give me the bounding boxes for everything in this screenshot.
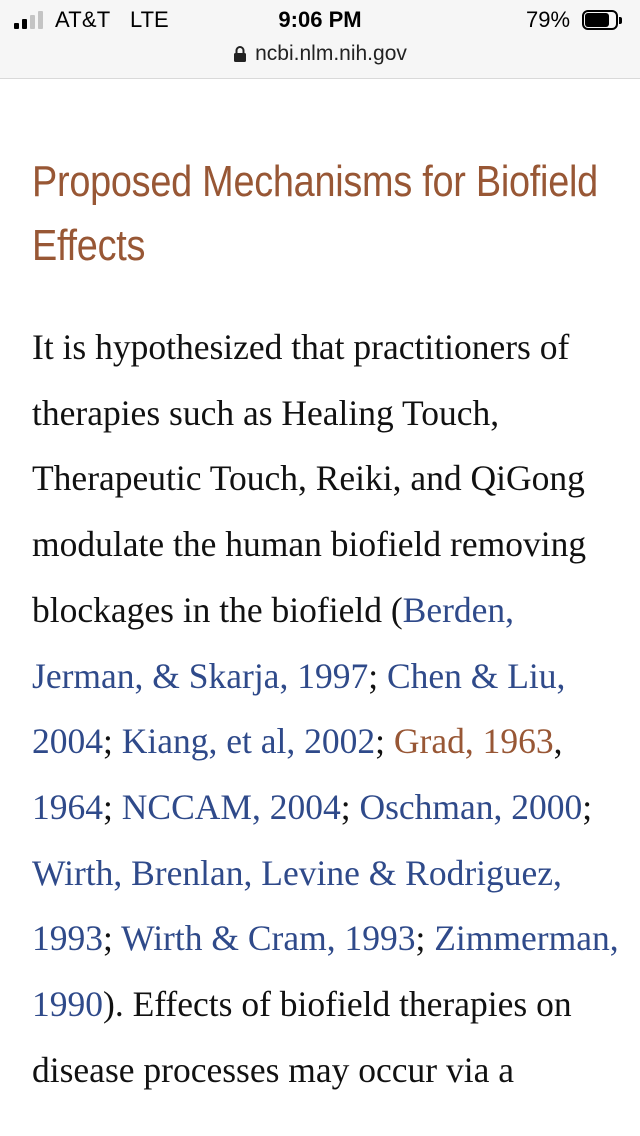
paragraph-outro: ). Effects of biofield therapies on disease processes may occur via a (32, 984, 572, 1090)
separator: ; (415, 918, 435, 959)
reference-link-grad-1963[interactable]: Grad, 1963 (393, 721, 554, 762)
reference-link-wirth-cram-1993[interactable]: Wirth & Cram, 1993 (121, 918, 416, 959)
reference-link-oschman-2000[interactable]: Oschman, 2000 (359, 786, 583, 827)
reference-link-berden-1997[interactable]: Berden, Jerman, & Skarja, 1997 (32, 589, 515, 696)
separator: ; (103, 786, 122, 827)
status-bar (0, 0, 640, 40)
reference-link-nccam-2004[interactable]: NCCAM, 2004 (121, 786, 341, 827)
separator: ; (582, 786, 593, 827)
section-heading: Proposed Mechanisms for Biofield Effects (32, 157, 598, 270)
article-paragraph (32, 315, 622, 1103)
url-text[interactable]: ncbi.nlm.nih.gov (255, 42, 407, 65)
reference-link-chen-2004[interactable]: Chen & Liu, 2004 (32, 655, 566, 762)
reference-link-zimmerman-1990[interactable]: Zimmerman, 1990 (32, 918, 619, 1025)
address-bar[interactable] (0, 40, 640, 79)
status-time: 9:06 PM (278, 7, 362, 32)
battery-percent: 79% (526, 7, 571, 32)
separator: ; (103, 918, 122, 959)
separator: , (553, 721, 563, 762)
network-type: LTE (130, 7, 169, 32)
reference-link-grad-1964[interactable]: 1964 (32, 786, 103, 827)
separator: ; (368, 655, 387, 696)
carrier-name: AT&T (55, 7, 111, 32)
reference-link-kiang-2002[interactable]: Kiang, et al, 2002 (121, 721, 376, 762)
paragraph-intro: It is hypothesized that practitioners of therapies such as Healing Touch, Therapeutic Touch, Reiki, and QiGong modulate the human biofield removing blockages in the biofield ( (32, 327, 587, 630)
separator: ; (340, 786, 360, 827)
reference-link-wirth-1993[interactable]: Wirth, Brenlan, Levine & Rodriguez, 1993 (32, 852, 562, 959)
separator: ; (375, 721, 394, 762)
separator: ; (103, 721, 122, 762)
article (32, 150, 622, 1090)
lock-icon (233, 45, 247, 63)
battery-icon (582, 10, 622, 30)
